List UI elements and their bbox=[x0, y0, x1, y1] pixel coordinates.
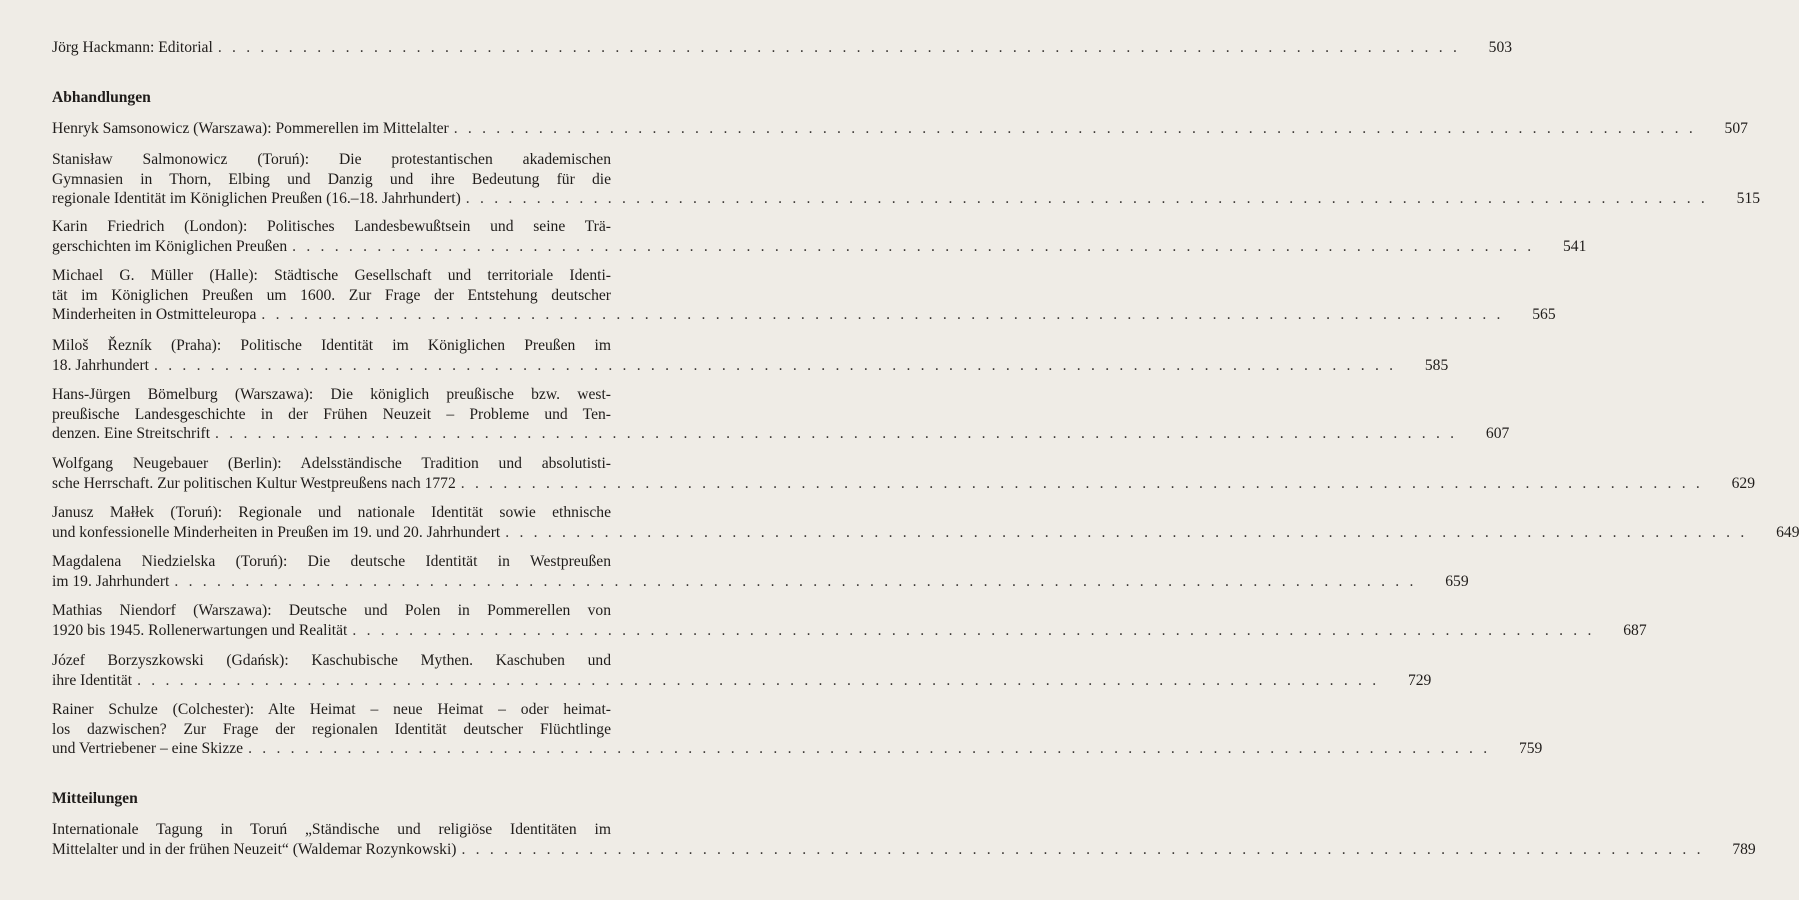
toc-entry bbox=[52, 651, 1432, 690]
toc-entry bbox=[52, 552, 1469, 591]
toc-entry-text: regionale Identität im Königlichen Preußen (16.–18. Jahrhundert) bbox=[52, 190, 461, 208]
toc-entry-line: Rainer Schulze (Colchester): Alte Heimat – neue Heimat – oder heimat- bbox=[52, 701, 611, 718]
toc-entry-line: Gymnasien in Thorn, Elbing und Danzig und ihre Bedeutung für die bbox=[52, 170, 611, 188]
toc-entry-text: 18. Jahrhundert bbox=[52, 356, 150, 374]
toc-page-number: 687 bbox=[1623, 621, 1647, 639]
toc-entry-last-line bbox=[52, 356, 1449, 376]
leader-dots: . . . . . . . . . . . . . . . . . . . . . . . . . . . . . . . . . . . . . . . . . . . . . . . . . . . . . . . . . . . . . . . . . . . . . . . . . . . . . . . . . . . . . . . . bbox=[174, 572, 1417, 590]
toc-entry-last-line bbox=[52, 572, 1469, 592]
toc-entry bbox=[52, 601, 1647, 640]
toc-entry-text: und konfessionelle Minderheiten in Preußen im 19. und 20. Jahrhundert bbox=[52, 523, 501, 541]
toc-entry-last-line bbox=[52, 189, 1761, 209]
toc-entry bbox=[52, 385, 1510, 444]
leader-dots: . . . . . . . . . . . . . . . . . . . . . . . . . . . . . . . . . . . . . . . . . . . . . . . . . . . . . . . . . . . . . . . . . . . . . . . . . . . . . . . . . . . . . . . . bbox=[154, 356, 1397, 374]
toc-entry-line: Michael G. Müller (Halle): Städtische Gesellschaft und territoriale Identi- bbox=[52, 267, 611, 284]
toc-page-number: 759 bbox=[1518, 740, 1543, 758]
toc-entry bbox=[52, 119, 1748, 139]
toc-page-number: 585 bbox=[1424, 356, 1449, 374]
toc-entry-last-line bbox=[52, 474, 1756, 494]
toc-entry-text: Minderheiten in Ostmitteleuropa bbox=[52, 306, 257, 324]
toc-entry-line: Hans-Jürgen Bömelburg (Warszawa): Die königlich preußische bzw. west- bbox=[52, 386, 611, 403]
toc-page-number: 541 bbox=[1562, 237, 1587, 255]
toc-entry-text: sche Herrschaft. Zur politischen Kultur Westpreußens nach 1772 bbox=[52, 474, 456, 492]
toc-entry-title: Jörg Hackmann: Editorial bbox=[52, 39, 213, 56]
toc-page-number: 515 bbox=[1736, 190, 1761, 208]
toc-entry-text: ihre Identität bbox=[52, 671, 133, 689]
toc-entry-text: im 19. Jahrhundert bbox=[52, 572, 170, 590]
toc-page-number: 503 bbox=[1488, 39, 1513, 56]
toc-entry-text: Mittelalter und in der frühen Neuzeit“ (Waldemar Rozynkowski) bbox=[52, 840, 457, 858]
leader-dots: . . . . . . . . . . . . . . . . . . . . . . . . . . . . . . . . . . . . . . . . . . . . . . . . . . . . . . . . . . . . . . . . . . . . . . . . . . . . . . . . . . . . . . . . bbox=[292, 237, 1535, 255]
toc-entry-last-line bbox=[52, 237, 1587, 257]
leader-dots: . . . . . . . . . . . . . . . . . . . . . . . . . . . . . . . . . . . . . . . . . . . . . . . . . . . . . . . . . . . . . . . . . . . . . . . . . . . . . . . . . . . . . . . . bbox=[352, 621, 1595, 639]
toc-entry-text: denzen. Eine Streitschrift bbox=[52, 425, 211, 443]
toc-page-number: 507 bbox=[1724, 120, 1748, 137]
leader-dots: . . . . . . . . . . . . . . . . . . . . . . . . . . . . . . . . . . . . . . . . . . . . . . . . . . . . . . . . . . . . . . . . . . . . . . . . . . . . . . . . . . . . . . . . bbox=[261, 306, 1504, 324]
toc-entry-last-line bbox=[52, 523, 1799, 543]
toc-entry bbox=[52, 266, 1556, 325]
leader-dots: . . . . . . . . . . . . . . . . . . . . . . . . . . . . . . . . . . . . . . . . . . . . . . . . . . . . . . . . . . . . . . . . . . . . . . . . . . . . . . . . . . . . . . . . bbox=[465, 190, 1709, 208]
toc-entry-line: los dazwischen? Zur Frage der regionalen Identität deutscher Flüchtlinge bbox=[52, 720, 611, 738]
toc-entry-text: 1920 bis 1945. Rollenerwartungen und Realität bbox=[52, 621, 348, 639]
section-heading-mitteilungen: Mitteilungen bbox=[52, 790, 138, 807]
toc-entry-line: tät im Königlichen Preußen um 1600. Zur Frage der Entstehung deutscher bbox=[52, 286, 611, 304]
toc-entry bbox=[52, 503, 1799, 542]
toc-entry bbox=[52, 454, 1756, 493]
toc-page-number: 565 bbox=[1532, 306, 1556, 324]
toc-entry bbox=[52, 820, 1756, 859]
leader-dots: . . . . . . . . . . . . . . . . . . . . . . . . . . . . . . . . . . . . . . . . . . . . . . . . . . . . . . . . . . . . . . . . . . . . . . . . . . . . . . . . . . . . . . . . bbox=[460, 474, 1704, 492]
toc-page-number: 629 bbox=[1731, 474, 1756, 492]
toc-entry-last-line bbox=[52, 671, 1432, 691]
leader-dots: . . . . . . . . . . . . . . . . . . . . . . . . . . . . . . . . . . . . . . . . . . . . . . . . . . . . . . . . . . . . . . . . . . . . . . . . . . . . . . . . . . . . . . . . bbox=[453, 120, 1696, 137]
toc-entry-line: Internationale Tagung in Toruń „Ständische und religiöse Identitäten im bbox=[52, 821, 611, 838]
toc-entry-last-line bbox=[52, 840, 1756, 860]
toc-page-number: 607 bbox=[1485, 425, 1510, 443]
toc-entry bbox=[52, 150, 1761, 209]
toc-entry-line: Stanisław Salmonowicz (Toruń): Die protestantischen akademischen bbox=[52, 151, 611, 168]
toc-entry-line: preußische Landesgeschichte in der Frühen Neuzeit – Probleme und Ten- bbox=[52, 405, 611, 423]
toc-entry-last-line bbox=[52, 424, 1510, 444]
toc-entry-last-line bbox=[52, 621, 1647, 641]
toc-entry-text: Henryk Samsonowicz (Warszawa): Pommerellen im Mittelalter bbox=[52, 120, 449, 137]
leader-dots: . . . . . . . . . . . . . . . . . . . . . . . . . . . . . . . . . . . . . . . . . . . . . . . . . . . . . . . . . . . . . . . . . . . . . . . . . . . . . . . . . . . . . . . . bbox=[461, 840, 1704, 858]
toc-page-number: 649 bbox=[1776, 523, 1799, 541]
toc-entry-line: Wolfgang Neugebauer (Berlin): Adelsständische Tradition und absolutisti- bbox=[52, 455, 611, 472]
toc-entry bbox=[52, 336, 1449, 375]
toc-page-number: 729 bbox=[1407, 671, 1432, 689]
section-heading-abhandlungen: Abhandlungen bbox=[52, 89, 151, 106]
toc-entry-line: Janusz Małłek (Toruń): Regionale und nationale Identität sowie ethnische bbox=[52, 504, 611, 521]
toc-entry-text: und Vertriebener – eine Skizze bbox=[52, 740, 244, 758]
toc-entry-line: Józef Borzyszkowski (Gdańsk): Kaschubische Mythen. Kaschuben und bbox=[52, 652, 611, 669]
toc-entry-editorial bbox=[52, 38, 1513, 58]
leader-dots: . . . . . . . . . . . . . . . . . . . . . . . . . . . . . . . . . . . . . . . . . . . . . . . . . . . . . . . . . . . . . . . . . . . . . . . . . . . . . . . . . . . . . . . . bbox=[215, 425, 1458, 443]
toc-entry-line: Karin Friedrich (London): Politisches Landesbewußtsein und seine Trä- bbox=[52, 218, 611, 235]
toc-entry-line: Miloš Řezník (Praha): Politische Identität im Königlichen Preußen im bbox=[52, 337, 611, 354]
toc-page-number: 659 bbox=[1445, 572, 1469, 590]
toc-entry-last-line bbox=[52, 739, 1543, 759]
leader-dots: . . . . . . . . . . . . . . . . . . . . . . . . . . . . . . . . . . . . . . . . . . . . . . . . . . . . . . . . . . . . . . . . . . . . . . . . . . . . . . . . . . . . . . . . bbox=[505, 523, 1748, 541]
toc-entry-text: gerschichten im Königlichen Preußen bbox=[52, 237, 288, 255]
toc-entry-last-line bbox=[52, 119, 1748, 139]
toc-entry-last-line bbox=[52, 305, 1556, 325]
toc-entry-line: Magdalena Niedzielska (Toruń): Die deutsche Identität in Westpreußen bbox=[52, 553, 611, 570]
toc-entry-line: Mathias Niendorf (Warszawa): Deutsche und Polen in Pommerellen von bbox=[52, 602, 611, 619]
toc-page-number: 789 bbox=[1732, 840, 1756, 858]
toc-entry bbox=[52, 700, 1543, 759]
toc-entry bbox=[52, 217, 1587, 256]
leader-dots: . . . . . . . . . . . . . . . . . . . . . . . . . . . . . . . . . . . . . . . . . . . . . . . . . . . . . . . . . . . . . . . . . . . . . . . . . . . . . . . . . . . . . . . . bbox=[248, 740, 1491, 758]
leader-dots: . . . . . . . . . . . . . . . . . . . . . . . . . . . . . . . . . . . . . . . . . . . . . . . . . . . . . . . . . . . . . . . . . . . . . . . . . . . . . . . . . . . . . . . . bbox=[137, 671, 1380, 689]
leader-dots: . . . . . . . . . . . . . . . . . . . . . . . . . . . . . . . . . . . . . . . . . . . . . . . . . . . . . . . . . . . . . . . . . . . . . . . . . . . . . . . . . . . . . . . . bbox=[217, 39, 1461, 56]
